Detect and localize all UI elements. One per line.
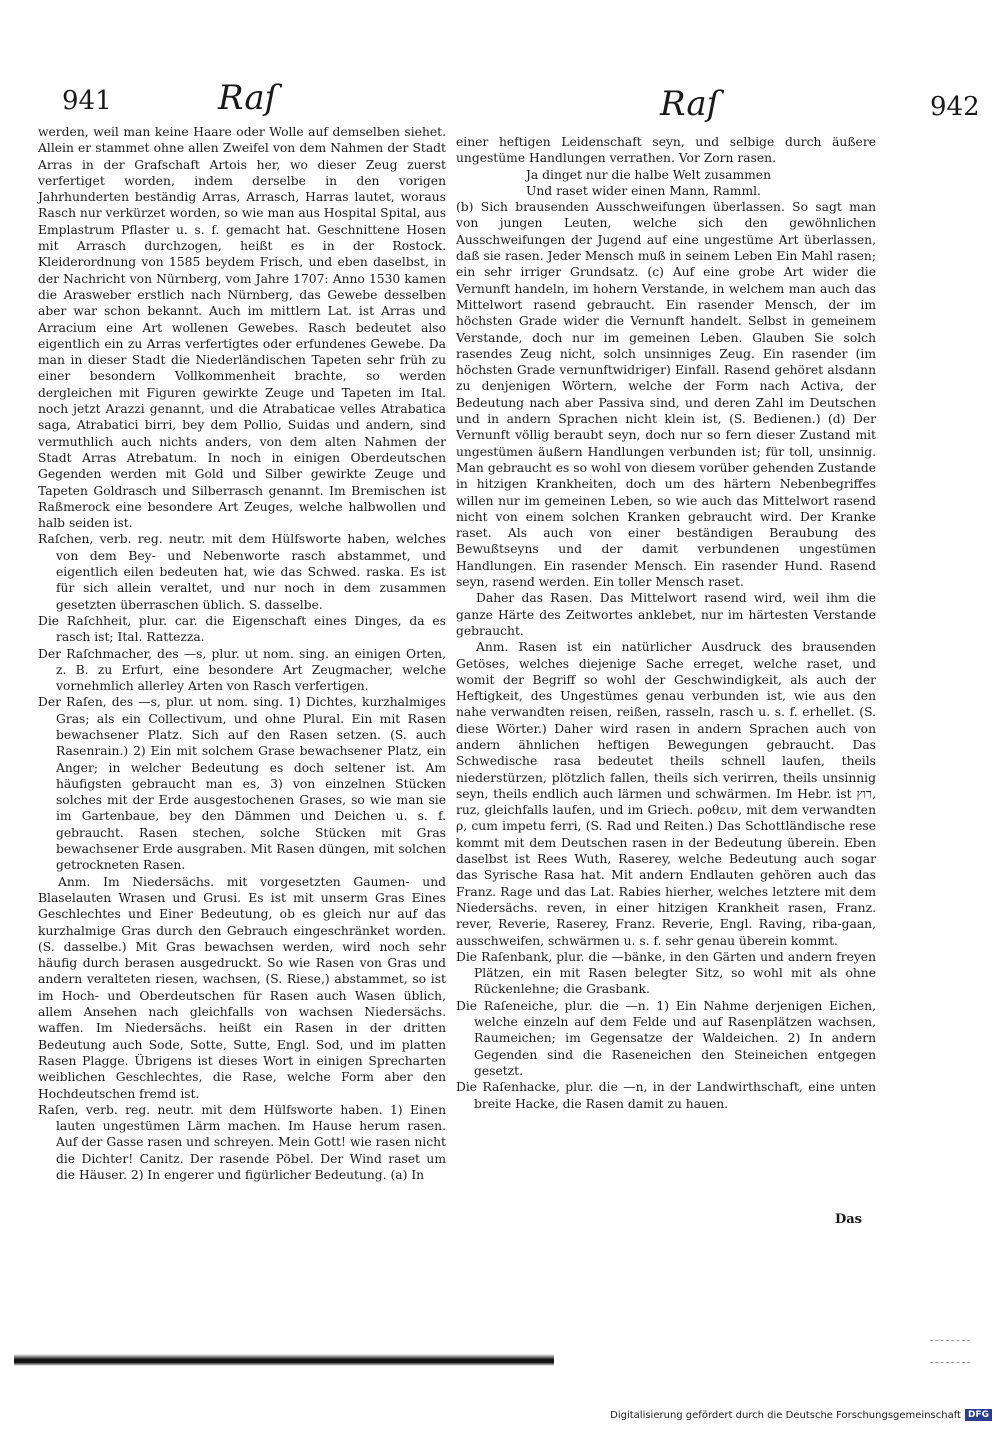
running-head-left: Raſ xyxy=(218,78,278,118)
scan-edge-shadow xyxy=(14,1354,554,1366)
right-column xyxy=(456,134,876,1112)
entry-raschen: Raſchen, verb. reg. neutr. mit dem Hülfsworte haben, welches von dem Bey- und Nebenworte rasch abstammet, und eigentlich eilen bedeuten hat, wie das Schwed. raska. Es ist für sich allein veraltet, und nur noch in dem zusammen gesetzten überraschen üblich. S. dasselbe. xyxy=(38,532,446,612)
entry-note: Anm. Rasen ist ein natürlicher Ausdruck des brausenden Getöses, welches diejenige Sache erreget, welche raset, und womit der Begriff so wohl der Geschwindigkeit, als auch der Heftigkeit, des Ungestümes genau verbunden ist, wie aus den nahe verwandten reisen, reißen, rasseln, rasch u. s. f. erhellet. (S. diese Wörter.) Daher wird rasen in andern Sprachen auch von andern ähnlichen heftigen Bewegungen gebraucht. Das Schwedische rasa bedeutet theils schnell laufen, theils niederstürzen, plötzlich fallen, theils sich verirren, theils unsinnig seyn, theils endlich auch lärmen und schwärmen. Im Hebr. ist רוץ, ruz, gleichfalls laufen, und im Griech. ροθειν, mit dem verwandten ρ, cum impetu ferri, (S. Rad und Reiten.) Das Schottländische rese kommt mit dem Deutschen rasen in der Bedeutung überein. Eben daselbst ist Rees Wuth, Raserey, welche Bedeutung auch sogar das Syrische Rasa hat. Mit andern Endlauten gehören auch das Franz. Rage und das Lat. Rabies hierher, welches letztere mit dem Niedersächs. reven, in einer hitzigen Krankheit rasen, Franz. rever, Reverie, Raserey, Franz. Reverie, Engl. Raving, riba-gaan, ausschweifen, schwärmen u. s. f. sehr genau überein kommt. xyxy=(456,640,876,948)
entry-rasenbank: Die Raſenbank, plur. die —bänke, in den Gärten und andern freyen Plätzen, ein mit Rasen belegter Sitz, so wohl mit als ohne Rückenlehne; die Grasbank. xyxy=(456,949,876,997)
entry-rasen-noun: Der Raſen, des —s, plur. ut nom. sing. 1) Dichtes, kurzhalmiges Gras; als ein Collectivum, und ohne Plural. Ein mit Rasen bewachsener Platz. Sich auf den Rasen setzen. (S. auch Rasenrain.) 2) Ein mit solchem Grase bewachsener Platz, ein Anger; in welcher Bedeutung es doch seltener ist. Am häufigsten gebraucht man es, 3) von einzelnen Stücken solches mit der Erde ausgestochenen Grases, so wie man sie im Gartenbaue, bey den Dämmen und Deichen u. s. f. gebraucht. Rasen stechen, solche Stücken mit Gras bewachsener Erde ausgraben. Mit Rasen düngen, mit solchen getrockneten Rasen. xyxy=(38,695,446,873)
entry-raschheit: Die Raſchheit, plur. car. die Eigenschaft eines Dinges, da es rasch ist; Ital. Rattezza. xyxy=(38,613,446,645)
scan-mark xyxy=(930,1362,970,1363)
entry-raschmacher: Der Raſchmacher, des —s, plur. ut nom. sing. an einigen Orten, z. B. zu Erfurt, eine besondere Art Zeugmacher, welche vornehmlich allerley Arten von Rasch verfertigen. xyxy=(38,646,446,694)
footer-text: Digitalisierung gefördert durch die Deutsche Forschungsgemeinschaft xyxy=(610,1409,961,1421)
scan-mark xyxy=(930,1340,970,1341)
left-column xyxy=(38,124,446,1183)
entry-text: (b) Sich brausenden Ausschweifungen überlassen. So sagt man von jungen Leuten, welche sich den gewöhnlichen Ausschweifungen der Jugend auf eine ungestüme Art überlassen, daß sie rasen. Jeder Mensch muß in seinem Leben Ein Mahl rasen; ein sehr irriger Grundsatz. (c) Auf eine grobe Art wider die Vernunft handeln, im hohern Verstande, in welchem man auch das Mittelwort rasend gebraucht. Ein rasender Mensch, der im höchsten Grade wider die Vernunft handelt. Selbst in gemeinem Verstande, doch nur im gemeinen Leben. Glauben Sie solch rasendes Zeug nicht, solch unsinniges Zeug. Ein rasender (im höchsten Grade vernunftwidriger) Einfall. Rasend gehöret alsdann zu denjenigen Wörtern, welche der Form nach Activa, der Bedeutung nach aber Passiva sind, und deren Zahl im Deutschen und in andern Sprachen nicht klein ist, (S. Bedienen.) (d) Der Vernunft völlig beraubt seyn, doch nur so fern dieser Zustand mit ungestümen äußern Handlungen verbunden ist; für toll, unsinnig. Man gebraucht es so wohl von diesem vorüber gehenden Zustande in hitzigen Krankheiten, doch um des härtern Nebenbegriffes willen nur im gemeinen Leben, so wie auch das Mittelwort rasend nicht von einem solchen Kranken gebraucht wird. Der Kranke raset. Als auch von einer beständigen Beraubung des Bewußtseyns und der damit verbundenen ungestümen Handlungen. Ein rasender Mensch. Ein rasender Hund. Rasend seyn, rasend werden. Ein toller Mensch raset. xyxy=(456,200,876,590)
page-number-right: 942 xyxy=(930,92,980,122)
footer xyxy=(610,1409,992,1421)
entry-rasen-verb: Raſen, verb. reg. neutr. mit dem Hülfsworte haben. 1) Einen lauten ungestümen Lärm machen. Im Hause herum rasen. Auf der Gasse rasen und schreyen. Mein Gott! wie rasen nicht die Dichter! Canitz. Der rasende Pöbel. Der Wind raset um die Häuser. 2) In engerer und figürlicher Bedeutung. (a) In xyxy=(38,1102,446,1182)
entry-text: werden, weil man keine Haare oder Wolle auf demselben siehet. Allein er stammet ohne allen Zweifel von dem Nahmen der Stadt Arras in der Grafschaft Artois her, wo dieser Zeug zuerst verfertiget worden, indem derselbe in den vorigen Jahrhunderten beständig Arras, Arrasch, Harras lautet, woraus Rasch nur verkürzet worden, so wie man aus Hospital Spital, aus Emplastrum Pflaster u. s. f. gemacht hat. Geschnittene Hosen mit Arrasch durchzogen, heißt es in der Rostock. Kleiderordnung von 1585 beydem Frisch, und eben daselbst, in der Nachricht von Nürnberg, vom Jahre 1707: Anno 1530 kamen die Arasweber erstlich nach Nürnberg, das Gewebe desselben aber war schon bekannt. Auch im mittlern Lat. ist Arras und Arracium eine Art wollenen Gewebes. Rasch bedeutet also eigentlich ein zu Arras verfertigtes oder erfundenes Gewebe. Da man in dieser Stadt die Niederländischen Tapeten sehr früh zu einer besondern Vollkommenheit brachte, so werden dergleichen mit Figuren gewirkte Zeuge und Tapeten im Ital. noch jetzt Arazzi genannt, und die Atrabaticae velles Atrabatica saga, Atrabatici birri, bey dem Pollio, Suidas und andern, sind vermuthlich auch nichts anders, von dem alten Nahmen der Stadt Arras Atrebatum. In noch in einigen Oberdeutschen Gegenden werden mit Gold und Silber gewirkte Zeuge und Tapeten Goldrasch und Silberrasch genannt. Im Bremischen ist Raßmerock eine besondere Art Zeuges, welche halbwollen und halb seiden ist. xyxy=(38,125,446,531)
entry-text: Daher das Rasen. Das Mittelwort rasend wird, weil ihm die ganze Härte des Zeitwortes anklebet, nur im härtesten Verstande gebraucht. xyxy=(456,591,876,638)
running-head-right: Raſ xyxy=(660,84,720,124)
verse-line: Ja dinget nur die halbe Welt zusammen xyxy=(526,167,772,182)
entry-rasenhacke: Die Raſenhacke, plur. die —n, in der Landwirthschaft, eine unten breite Hacke, die Rasen damit zu hauen. xyxy=(456,1080,876,1111)
verse-line: Und raset wider einen Mann, Ramml. xyxy=(526,183,761,198)
dfg-logo: DFG xyxy=(965,1409,992,1421)
page-number-left: 941 xyxy=(62,86,112,116)
entry-note: Anm. Im Niedersächs. mit vorgesetzten Gaumen- und Blaselauten Wrasen und Grusi. Es ist mit unserm Gras Eines Geschlechtes und Einer Bedeutung, ob es gleich nur auf das kurzhalmige Gras durch den Gebrauch eingeschränket worden. (S. dasselbe.) Mit Gras bewachsen werden, wird noch sehr häufig durch berasen ausgedruckt. So wie Rasen von Gras und andern veralteten riesen, wachsen, (S. Riese,) abstammet, so ist im Hoch- und Oberdeutschen für Rasen auch Wasen üblich, allem Ansehen nach gleichfalls von wachsen Niedersächs. waffen. Im Niedersächs. heißt ein Rasen in der dritten Bedeutung auch Sode, Sotte, Sutte, Engl. Sod, und im platten Rasen Plagge. Übrigens ist dieses Wort in einigen Sprecharten weiblichen Geschlechtes, die Rase, welche Form aber den Hochdeutschen fremd ist. xyxy=(38,874,446,1101)
entry-raseneiche: Die Raſeneiche, plur. die —n. 1) Ein Nahme derjenigen Eichen, welche einzeln auf dem Felde und auf Rasenplätzen wachsen, Raumeichen; im Gegensatze der Waldeichen. 2) In andern Gegenden sind die Raseneichen den Steineichen entgegen gesetzt. xyxy=(456,998,876,1078)
catchword: Das xyxy=(834,1212,862,1227)
entry-text: einer heftigen Leidenschaft seyn, und selbige durch äußere ungestüme Handlungen verrathen. Vor Zorn rasen. xyxy=(456,135,876,166)
